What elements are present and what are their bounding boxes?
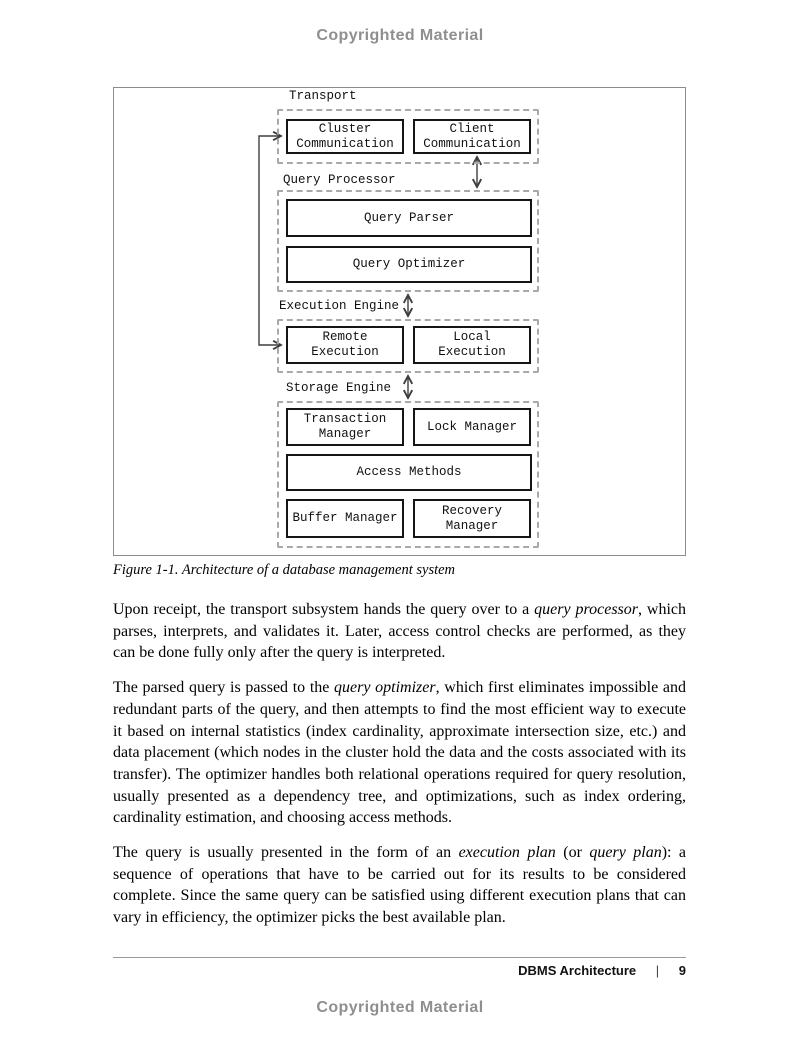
box-remote-execution: Remote Execution	[286, 326, 404, 364]
section-label-transport: Transport	[289, 89, 357, 103]
paragraph-execution-plan: The query is usually presented in the form of an execution plan (or query plan): a sequence of operations that have to be carried out for its results to be considered complete. Since the same query can be satisfied using different execution plans that can vary in efficiency, the optimizer picks the best available plan.	[113, 844, 687, 927]
section-label-storage-engine: Storage Engine	[286, 381, 392, 395]
paragraph-query-optimizer: The parsed query is passed to the query optimizer, which first eliminates impossible and redundant parts of the query, and then attempts to find the most efficient way to execute it based on internal statistics (index cardinality, approximate intersection size, etc.) and data placement (which nodes in the cluster hold the data and the costs associated with its transfer). The optimizer handles both relational operations required for query resolution, usually presented as a dependency tree, and optimizations, such as index ordering, cardinality estimation, and choosing access methods.	[113, 679, 686, 827]
box-cluster-communication: Cluster Communication	[286, 119, 404, 154]
box-query-optimizer: Query Optimizer	[286, 246, 532, 283]
copyright-notice-top: Copyrighted Material	[316, 27, 484, 44]
box-buffer-manager: Buffer Manager	[286, 499, 404, 538]
body-text-column	[113, 562, 686, 942]
footer-section-title: DBMS Architecture	[518, 963, 637, 978]
box-query-parser: Query Parser	[286, 199, 532, 237]
page-footer	[113, 957, 686, 978]
box-access-methods: Access Methods	[286, 454, 532, 491]
section-label-execution-engine: Execution Engine	[279, 299, 400, 313]
figure-frame	[113, 87, 686, 556]
footer-page-number: 9	[678, 963, 686, 978]
box-lock-manager: Lock Manager	[413, 408, 531, 446]
box-client-communication: Client Communication	[413, 119, 531, 154]
paragraph-query-processor: Upon receipt, the transport subsystem hands the query over to a query processor, which parses, interprets, and validates it. Later, access control checks are performed, as they can be done fully only after the query is interpreted.	[113, 601, 687, 662]
box-local-execution: Local Execution	[413, 326, 531, 364]
section-label-query-processor: Query Processor	[283, 173, 396, 187]
figure-caption: Figure 1-1. Architecture of a database management system	[113, 562, 456, 578]
box-recovery-manager: Recovery Manager	[413, 499, 531, 538]
footer-separator: |	[655, 963, 660, 978]
copyright-notice-bottom: Copyrighted Material	[316, 999, 484, 1016]
box-transaction-manager: Transaction Manager	[286, 408, 404, 446]
